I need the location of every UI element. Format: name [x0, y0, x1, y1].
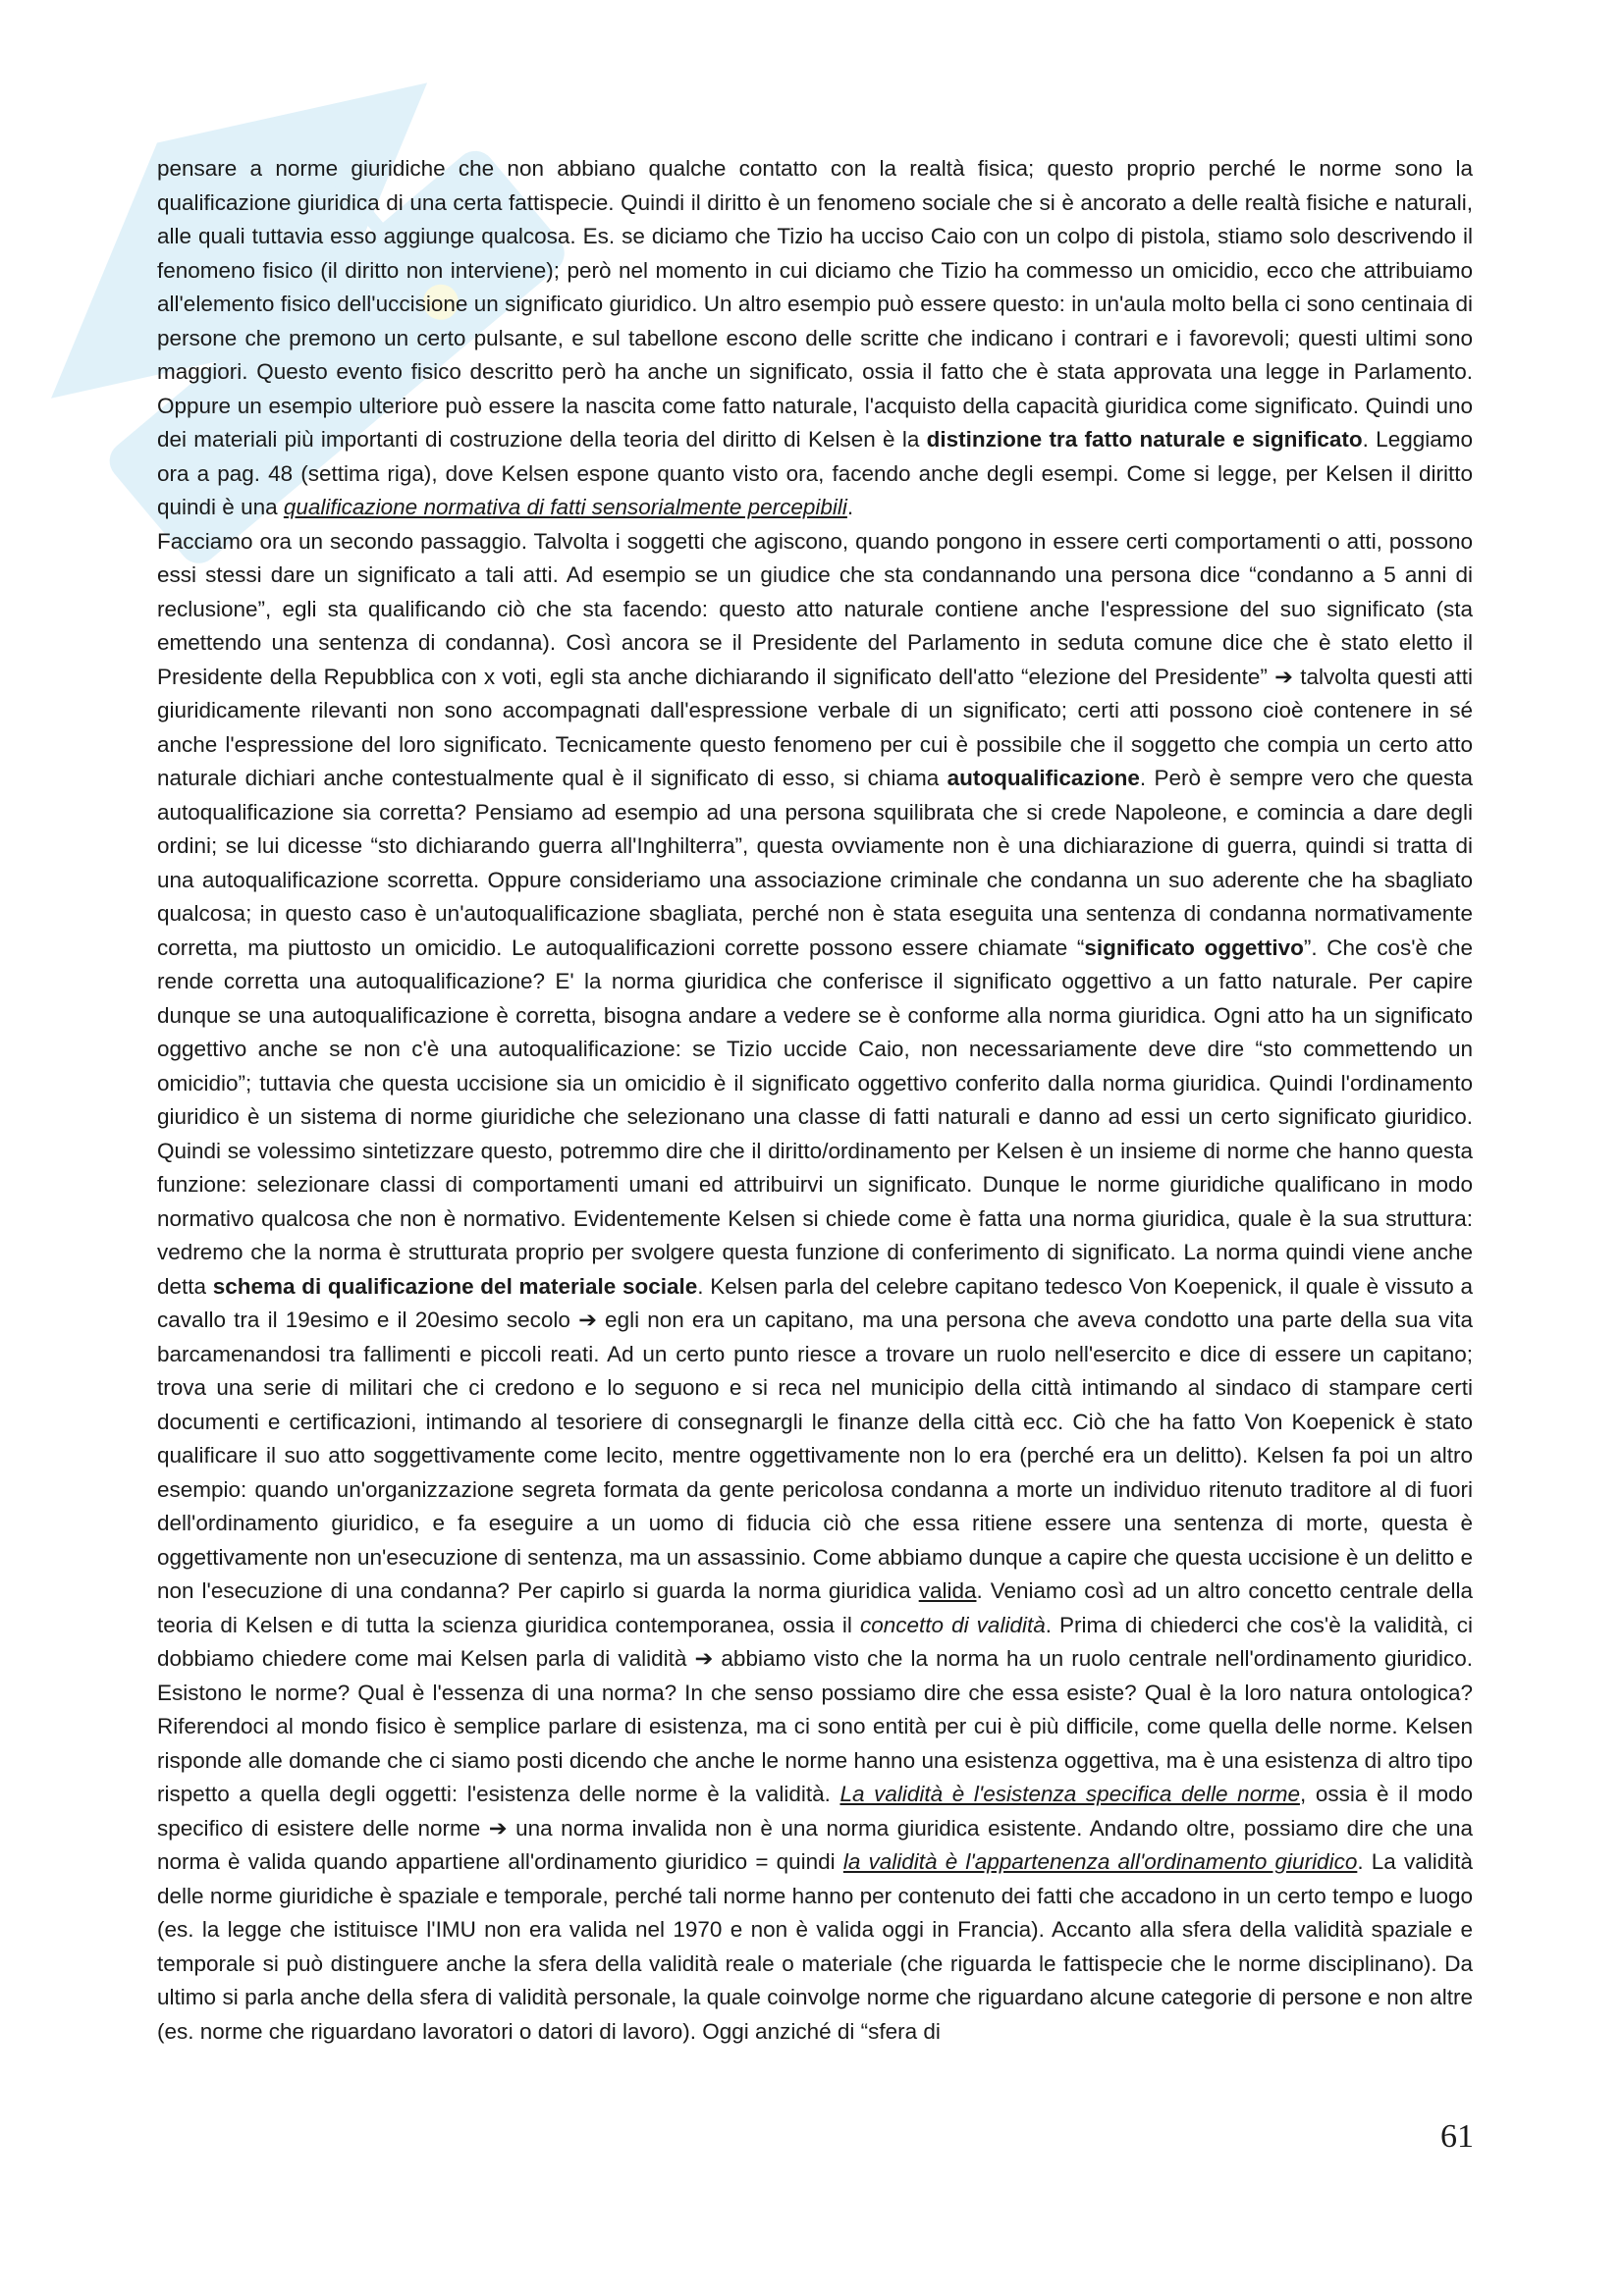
text-run: . Kelsen parla del celebre capitano tedesco Von Koepenick, il quale è vissuto a cavallo tra il 19esimo e il 20esimo secolo ➔ egli non era un capitano, ma una persona che aveva condotto una parte della sua vita barcamenandosi tra fallimenti e piccoli reati. Ad un certo punto riesce a trovare un ruolo nell'esercito e dice di essere un capitano; trova una serie di militari che ci credono e lo seguono e si reca nel municipio della città intimando al sindaco di stampare certi documenti e certificazioni, intimando al tesoriere di consegnargli le finanze della città ecc. Ciò che ha fatto Von Koepenick è stato qualificare il suo atto soggettivamente come lecito, mentre oggettivamente non lo era (perché era un delitto). Kelsen fa poi un altro esempio: quando un'organizzazione segreta formata da gente pericolosa condanna a morte un individuo ritenuto traditore al di fuori dell'ordinamento giuridico, e fa eseguire a un uomo di fiducia ciò che essa ritiene essere una sentenza di morte, questa è oggettivamente non un'esecuzione di sentenza, ma un assassinio. Come abbiamo dunque a capire che questa uccisione è un delitto e non l'esecuzione di una condanna? Per capirlo si guarda la norma giuridica	[157, 1273, 1474, 1603]
paragraph	[157, 152, 1473, 525]
text-run: pensare a norme giuridiche che non abbiano qualche contatto con la realtà fisica; questo proprio perché le norme sono la qualificazione giuridica di una certa fattispecie. Quindi il diritto è un fenomeno sociale che si è ancorato a delle realtà fisiche e naturali, alle quali tuttavia esso aggiunge qualcosa. Es. se diciamo che Tizio ha ucciso Caio con un colpo di pistola, stiamo solo descrivendo il fenomeno fisico (il diritto non interviene); però nel momento in cui diciamo che Tizio ha commesso un omicidio, ecco che attribuiamo all'elemento fisico dell'uccisione un significato giuridico. Un altro esempio può essere questo: in un'aula molto bella ci sono centinaia di persone che premono un certo pulsante, e sul tabellone escono delle scritte che indicano i contrari e i favorevoli; questi ultimi sono maggiori. Questo evento fisico descritto però ha anche un significato, ossia il fatto che è stata approvata una legge in Parlamento. Oppure un esempio ulteriore può essere la nascita come fatto naturale, l'acquisto della capacità giuridica come significato. Quindi uno dei materiali più importanti di costruzione della teoria del diritto di Kelsen è la	[157, 156, 1473, 452]
text-run: . Leggiamo ora a pag. 48 (settima riga), dove Kelsen espone quanto visto ora, facendo anche degli esempi. Come si legge, per Kelsen il diritto quindi è una	[157, 427, 1474, 519]
text-run: .	[846, 495, 854, 519]
emphasized-text: schema di qualificazione del materiale sociale	[212, 1273, 698, 1299]
emphasized-text: distinzione tra fatto naturale e significato	[926, 427, 1363, 452]
text-run: . La validità delle norme giuridiche è spaziale e temporale, perché tali norme hanno per contenuto dei fatti che accadono in un certo tempo e luogo (es. la legge che istituisce l'IMU non era valida nel 1970 e non è valida oggi in Francia). Accanto alla sfera della validità spaziale e temporale si può distinguere anche la sfera della validità reale o materiale (che riguarda le fattispecie che le norme disciplinano). Da ultimo si parla anche della sfera di validità personale, la quale coinvolge norme che riguardano alcune categorie di persone e non altre (es. norme che riguardano lavoratori o datori di lavoro). Oggi anziché di “sfera di	[157, 1849, 1473, 2044]
text-run: . Veniamo così ad un altro concetto centrale della teoria di Kelsen e di tutta la scienza giuridica contemporanea, ossia il	[157, 1578, 1473, 1637]
text-run: ”. Che cos'è che rende corretta una autoqualificazione? E' la norma giuridica che conferisce il significato oggettivo a un fatto naturale. Per capire dunque se una autoqualificazione è corretta, bisogna andare a vedere se è conforme alla norma giuridica. Ogni atto ha un significato oggettivo anche se non c'è una autoqualificazione: se Tizio uccide Caio, non necessariamente deve dire “sto commettendo un omicidio”; tuttavia che questa uccisione sia un omicidio è il significato oggettivo conferito dalla norma giuridica. Quindi l'ordinamento giuridico è un sistema di norme giuridiche che selezionano una classe di fatti naturali e danno ad essi un certo significato giuridico. Quindi se volessimo sintetizzare questo, potremmo dire che il diritto/ordinamento per Kelsen è un insieme di norme che hanno questa funzione: selezionare classi di comportamenti umani ed attribuirvi un significato. Dunque le norme giuridiche qualificano in modo normativo qualcosa che non è normativo. Evidentemente Kelsen si chiede come è fatta una norma giuridica, quale è la sua struttura: vedremo che la norma è strutturata proprio per svolgere questa funzione di conferimento di significato. La norma quindi viene anche detta	[157, 934, 1473, 1299]
emphasized-text: significato oggettivo	[1084, 934, 1304, 960]
page-number: 61	[1440, 2118, 1474, 2155]
text-run: Facciamo ora un secondo passaggio. Talvolta i soggetti che agiscono, quando pongono in essere certi comportamenti o atti, possono essi stessi dare un significato a tali atti. Ad esempio se un giudice che sta condannando una persona dice “condanno a 5 anni di reclusione”, egli sta qualificando ciò che sta facendo: questo atto naturale contiene anche l'espressione del suo significato (sta emettendo una sentenza di condanna). Così ancora se il Presidente del Parlamento in seduta comune dice che è stato eletto il Presidente della Repubblica con x voti, egli sta anche dichiarando il significato dell'atto “elezione del Presidente” ➔ talvolta questi atti giuridicamente rilevanti non sono accompagnati dall'espressione verbale di un significato; certi atti possono cioè contenere in sé anche l'espressione del loro significato. Tecnicamente questo fenomeno per cui è possibile che il soggetto che compia un certo atto naturale dichiari anche contestualmente qual è il significato di esso, si chiama	[157, 528, 1473, 790]
text-run: . Prima di chiederci che cos'è la validità, ci dobbiamo chiedere come mai Kelsen parla di validità ➔ abbiamo visto che la norma ha un ruolo centrale nell'ordinamento giuridico. Esistono le norme? Qual è l'essenza di una norma? In che senso possiamo dire che essa esiste? Qual è la loro natura ontologica? Riferendoci al mondo fisico è semplice parlare di esistenza, ma ci sono entità per cui è più difficile, come quella delle norme. Kelsen risponde alle domande che ci siamo posti dicendo che anche le norme hanno una esistenza oggettiva, ma è una esistenza di altro tipo rispetto a quella degli oggetti: l'esistenza delle norme è la validità.	[157, 1612, 1473, 1806]
text-run: , ossia è il modo specifico di esistere delle norme ➔ una norma invalida non è una norma giuridica esistente. Andando oltre, possiamo dire che una norma è valida quando appartiene all'ordinamento giuridico = quindi	[157, 1782, 1473, 1874]
emphasized-text: La validità è l'esistenza specifica delle norme	[839, 1782, 1300, 1806]
emphasized-text: concetto di validità	[859, 1612, 1046, 1637]
emphasized-text: autoqualificazione	[947, 766, 1140, 790]
paragraph	[157, 525, 1473, 2050]
emphasized-text: valida	[918, 1578, 977, 1603]
body-text	[157, 152, 1473, 2049]
emphasized-text: qualificazione normativa di fatti sensorialmente percepibili	[283, 495, 847, 519]
emphasized-text: la validità è l'appartenenza all'ordinamento giuridico	[842, 1849, 1358, 1874]
text-run: . Però è sempre vero che questa autoqualificazione sia corretta? Pensiamo ad esempio ad una persona squilibrata che si crede Napoleone, e comincia a dare degli ordini; se lui dicesse “sto dichiarando guerra all'Inghilterra”, questa ovviamente non è una dichiarazione di guerra, quindi si tratta di una autoqualificazione scorretta. Oppure consideriamo una associazione criminale che condanna un suo aderente che ha sbagliato qualcosa; in questo caso è un'autoqualificazione sbagliata, perché non è stata eseguita una sentenza di condanna normativamente corretta, ma piuttosto un omicidio. Le autoqualificazioni corrette possono essere chiamate “	[157, 766, 1473, 960]
